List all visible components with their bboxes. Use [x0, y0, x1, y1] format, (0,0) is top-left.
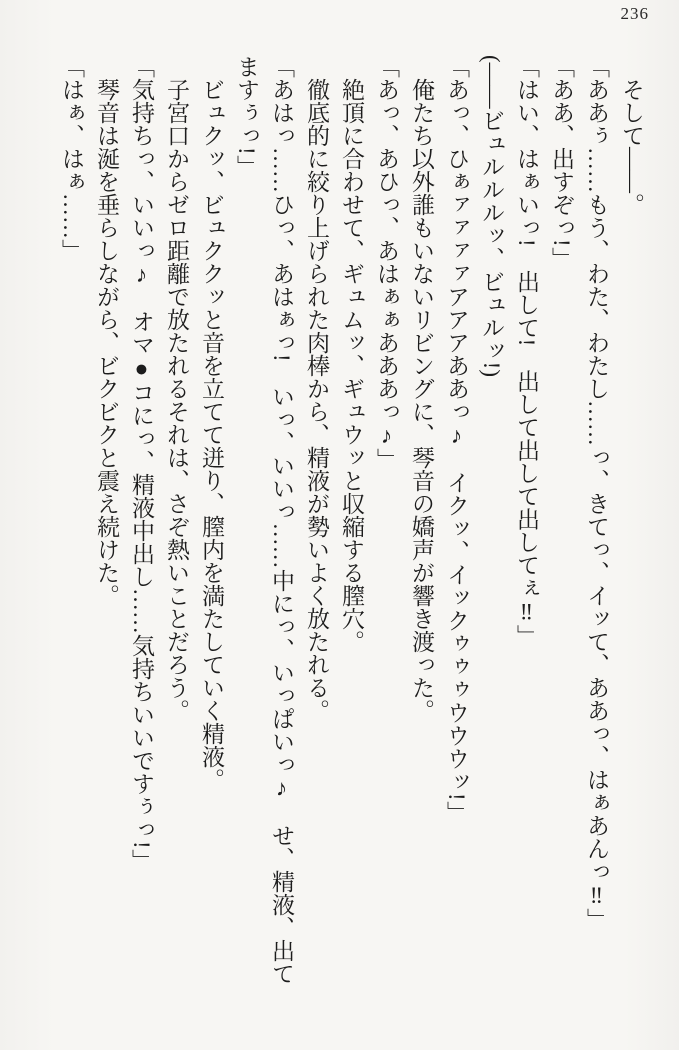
text-line: 琴音は涎を垂らしながら、ビクビクと震え続けた。 [94, 78, 119, 607]
vertical-text-block [54, 55, 649, 997]
text-line: そして――。 [619, 78, 644, 216]
text-line: ビュクッ、ビュククッと音を立てて迸り、膣内を満たしていく精液。 [199, 78, 224, 791]
text-line: 絶頂に合わせて、ギュムッ、ギュウッと収縮する膣穴。 [339, 78, 364, 653]
text-line: 徹底的に絞り上げられた肉棒から、精液が勢いよく放たれる。 [304, 78, 329, 722]
text-line: 「あっ、ひぁァァァァアアアああっ♪ イクッ、イックゥゥゥウウウッ!」 [444, 55, 469, 824]
text-line: 子宮口からゼロ距離で放たれるそれは、さぞ熱いことだろう。 [164, 78, 189, 722]
text-line: 「ああ、出すぞっ!」 [549, 55, 574, 270]
text-line: 「はぁ、はぁ……」 [59, 55, 84, 262]
text-line: 「はい、はぁいっ! 出して! 出して出して出してぇ‼」 [514, 55, 539, 648]
text-line: 「あはっ……ひっ、あはぁっ! いっ、いいっ……中にっ、いっぱいっ♪ せ、精液、出てますぅっ!」 [234, 55, 294, 985]
text-line: 「気持ちっ、いいっ♪ オマ●コにっ、精液中出し……気持ちいいですぅっ!」 [129, 55, 154, 872]
text-line: 俺たち以外誰もいないリビングに、琴音の嬌声が響き渡った。 [409, 78, 434, 722]
page-number: 236 [620, 4, 649, 23]
text-line: (――ビュルルルッ、ビュルッ!) [479, 55, 504, 377]
text-line: 「あっ、あひっ、あはぁぁあああっ♪」 [374, 55, 399, 471]
text-line: 「ああぅ……もう、わた、わたし……っ、きてっ、イッて、ああっ、はぁあんっ‼」 [584, 55, 609, 931]
